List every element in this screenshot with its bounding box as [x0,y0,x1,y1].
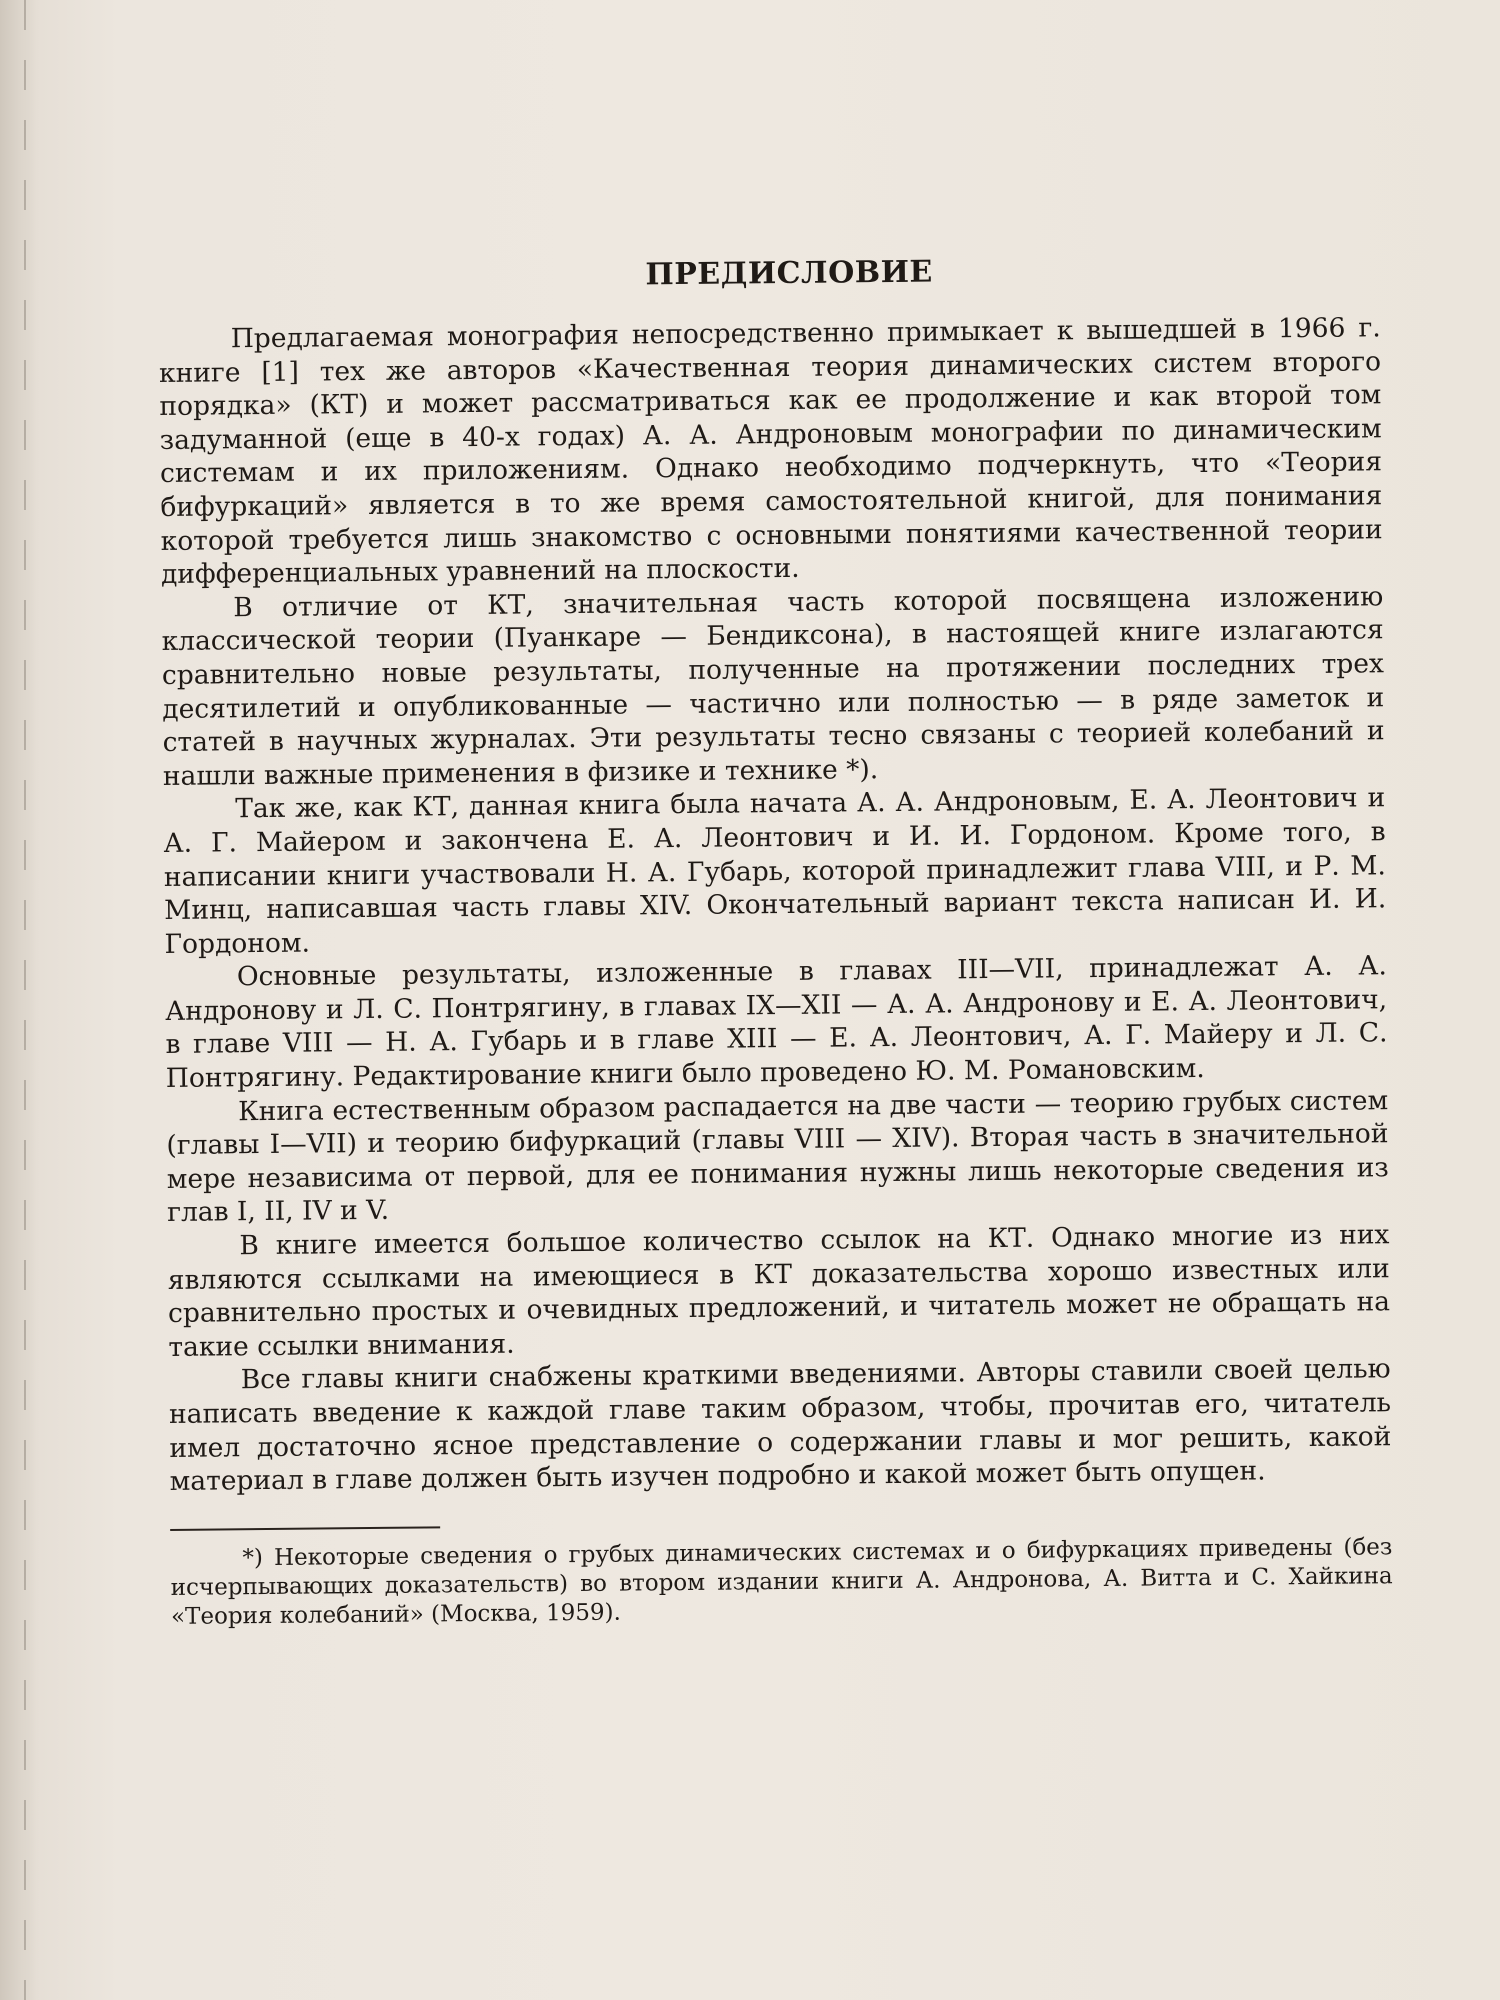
footnote-divider [170,1526,440,1531]
paragraph-6: В книге имеется большое количество ссылок на КТ. Однако многие из них являются ссылками на имеющиеся в КТ доказательства хорошо известных или сравнительно простых и очевидных предложений, и читатель может не обращать на такие ссылки внимания. [167,1219,1391,1363]
binding-stitch-line [24,0,26,2000]
page-content [158,250,1393,1631]
page-title: ПРЕДИСЛОВИЕ [645,254,933,293]
paragraph-5: Книга естественным образом распадается на две части — теорию грубых систем (главы I—VII) и теорию бифуркаций (главы VIII — XIV). Вторая часть в значительной мере независима от первой, для ее понимания нужны лишь некоторые сведения из глав I, II, IV и V. [166,1084,1389,1229]
paragraph-7: Все главы книги снабжены краткими введениями. Авторы ставили своей целью написать введение к каждой главе таким образом, чтобы, прочитав его, читатель имел достаточно ясное представление о содержании главы и мог решить, какой материал в главе должен быть изучен подробно и какой может быть опущен. [168,1353,1392,1498]
page-binding-edge [0,0,36,2000]
paragraph-1: Предлагаемая монография непосредственно примыкает к вышедшей в 1966 г. книге [1] тех же авторов «Качественная теория динамических систем второго порядка» (КТ) и может рассматриваться как ее продолжение и как второй том задуманной (еще в 40-х годах) А. А. Андроновым монографии по динамическим системам и их приложениям. Однако необходимо подчеркнуть, что «Теория бифуркаций» является в то же время самостоятельной книгой, для понимания которой требуется лишь знакомство с основными понятиями качественной теории дифференциальных уравнений на плоскости. [158,312,1383,591]
paragraph-2: В отличие от КТ, значительная часть которой посвящена изложению классической теории (Пуанкаре — Бендиксона), в настоящей книге излагаются сравнительно новые результаты, полученные на протяжении последних трех десятилетий и опубликованные — частично или полностью — в ряде заметок и статей в научных журналах. Эти результаты тесно связаны с теорией колебаний и нашли важные применения в физике и технике *). [161,581,1385,792]
paragraph-3: Так же, как КТ, данная книга была начата А. А. Андроновым, Е. А. Леонтович и А. Г. Майером и закончена Е. А. Леонтович и И. И. Гордоном. Кроме того, в написании книги участвовали Н. А. Губарь, которой принадлежит глава VIII, и Р. М. Минц, написавшая часть главы XIV. Окончательный вариант текста написан И. И. Гордоном. [163,782,1387,960]
footnote: *) Некоторые сведения о грубых динамических системах и о бифуркациях приведены (без исчерпывающих доказательств) во втором издании книги А. Андронова, А. Витта и С. Хайкина «Теория колебаний» (Москва, 1959). [170,1533,1393,1630]
paragraph-4: Основные результаты, изложенные в главах III—VII, принадлежат А. А. Андронову и Л. С. Понтрягину, в главах IX—XII — А. А. Андронову и Е. А. Леонтович, в главе VIII — Н. А. Губарь и в главе XIII — Е. А. Леонтович, А. Г. Майеру и Л. С. Понтрягину. Редактирование книги было проведено Ю. М. Романовским. [165,950,1388,1095]
